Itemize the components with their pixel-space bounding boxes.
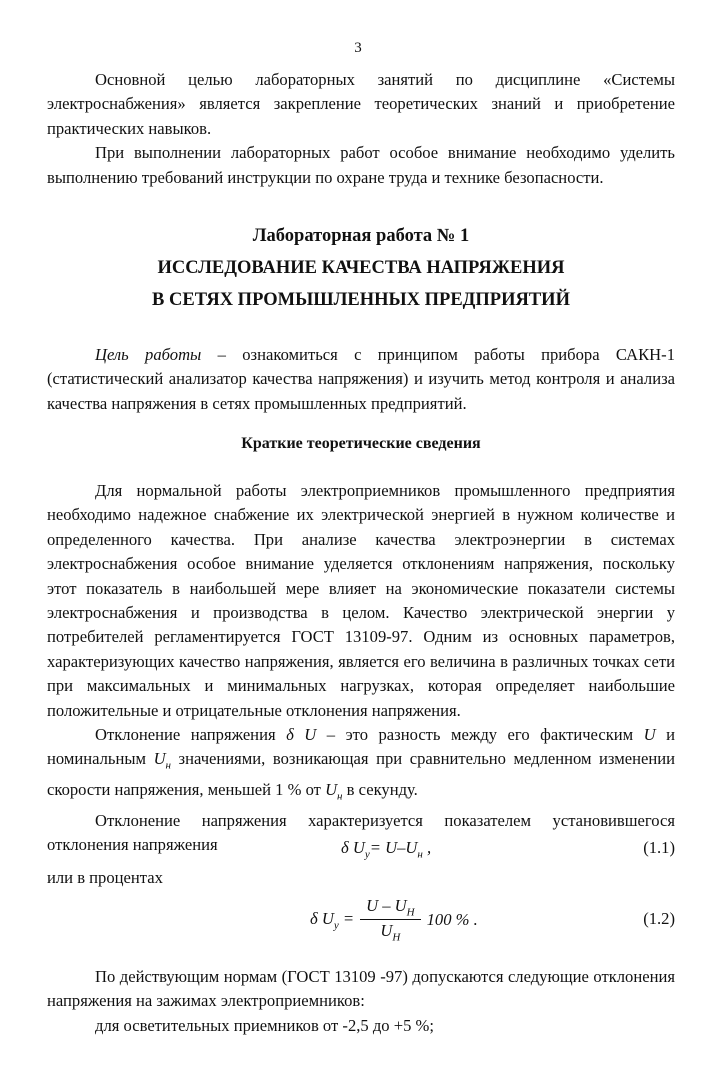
lab-title: Лабораторная работа № 1: [252, 226, 470, 246]
steady-deviation-paragraph: Отклонение напряжения характеризуется показателем установившегося отклонения напряжения: [47, 810, 675, 855]
formula-1-1-body: δ $U_у= U-U_н$ ,: [341, 838, 432, 861]
formula-1-2-fraction: $\frac{U - U_Н}{U_Н}$: [360, 896, 421, 944]
or-percent-block: [47, 866, 675, 890]
symbol-delta-u: δ U: [286, 725, 317, 745]
norms-paragraph: По действующим нормам (ГОСТ 13109 -97) допускаются следующие отклонения напряжения на зажимах электроприемников:: [47, 967, 675, 1011]
page-number: 3: [354, 40, 362, 56]
goal-paragraph: [47, 343, 675, 416]
or-percent-text: или в процентах: [47, 868, 163, 887]
lab-subtitle-line-2: В СЕТЯХ ПРОМЫШЛЕННЫХ ПРЕДПРИЯТИЙ: [152, 290, 570, 310]
theory-paragraph-1: Для нормальной работы электроприемников промышленного предприятия необходимо надежное снабжение их электрической энергией в нужном количестве и определенного качества. При анализе качества электроэнергии в системах электроснабжения особое внимание уделяется отклонениям напряжения, поскольку этот показатель в наибольшей мере влияет на экономические показатели системы электроснабжения и производства в целом. Качество электрической энергии у потребителей регламентируется ГОСТ 13109-97. Одним из основных параметров, характеризующих качество напряжения, является его величина в различных точках сети при максимальных и минимальных нагрузках, которая определяет наибольшие положительные и отрицательные отклонения напряжения.: [47, 481, 675, 720]
intro-block: [47, 68, 675, 190]
formula-1-2-number: (1.2): [643, 909, 675, 928]
lab-subtitle-line-1: ИССЛЕДОВАНИЕ КАЧЕСТВА НАПРЯЖЕНИЯ: [157, 258, 565, 278]
norms-block: [47, 965, 675, 1038]
formula-1-1-number: (1.1): [643, 838, 675, 857]
goal-block: [47, 343, 675, 416]
formula-1-2: [47, 896, 675, 946]
formula-1-2-body: δ $U_у$ = $\frac{U - U_Н}{U_Н}$ 100 % .: [310, 896, 478, 944]
symbol-u-nominal-2: $U_н$: [325, 780, 343, 803]
symbol-u: U: [643, 725, 656, 745]
theory-block: [47, 479, 675, 861]
section-title: Краткие теоретические сведения: [241, 435, 481, 452]
intro-paragraph-2: При выполнении лабораторных работ особое внимание необходимо уделить выполнению требований инструкции по охране труда и технике безопасности.: [47, 143, 675, 187]
goal-text: – ознакомиться с принципом работы прибора САКН-1 (статистический анализатор качества напряжения) и изучить метод контроля и анализа качества напряжения в сетях промышленных предприятий.: [47, 345, 675, 413]
lighting-norm-line: для осветительных приемников от -2,5 до +5 %;: [95, 1015, 434, 1035]
intro-paragraph-1: Основной целью лабораторных занятий по дисциплине «Системы электроснабжения» является закрепление теоретических знаний и приобретение практических навыков.: [47, 70, 675, 138]
goal-label: Цель работы: [95, 345, 202, 364]
deviation-paragraph: Отклонение напряжения δ U – это разность между его фактическим U и номинальным $U_н$ значениями, возникающая при сравнительно медленном изменении скорости напряжения, меньшей 1 % от $U_н$ в секунду.: [47, 725, 675, 803]
symbol-u-nominal: $U_н$: [153, 749, 172, 772]
